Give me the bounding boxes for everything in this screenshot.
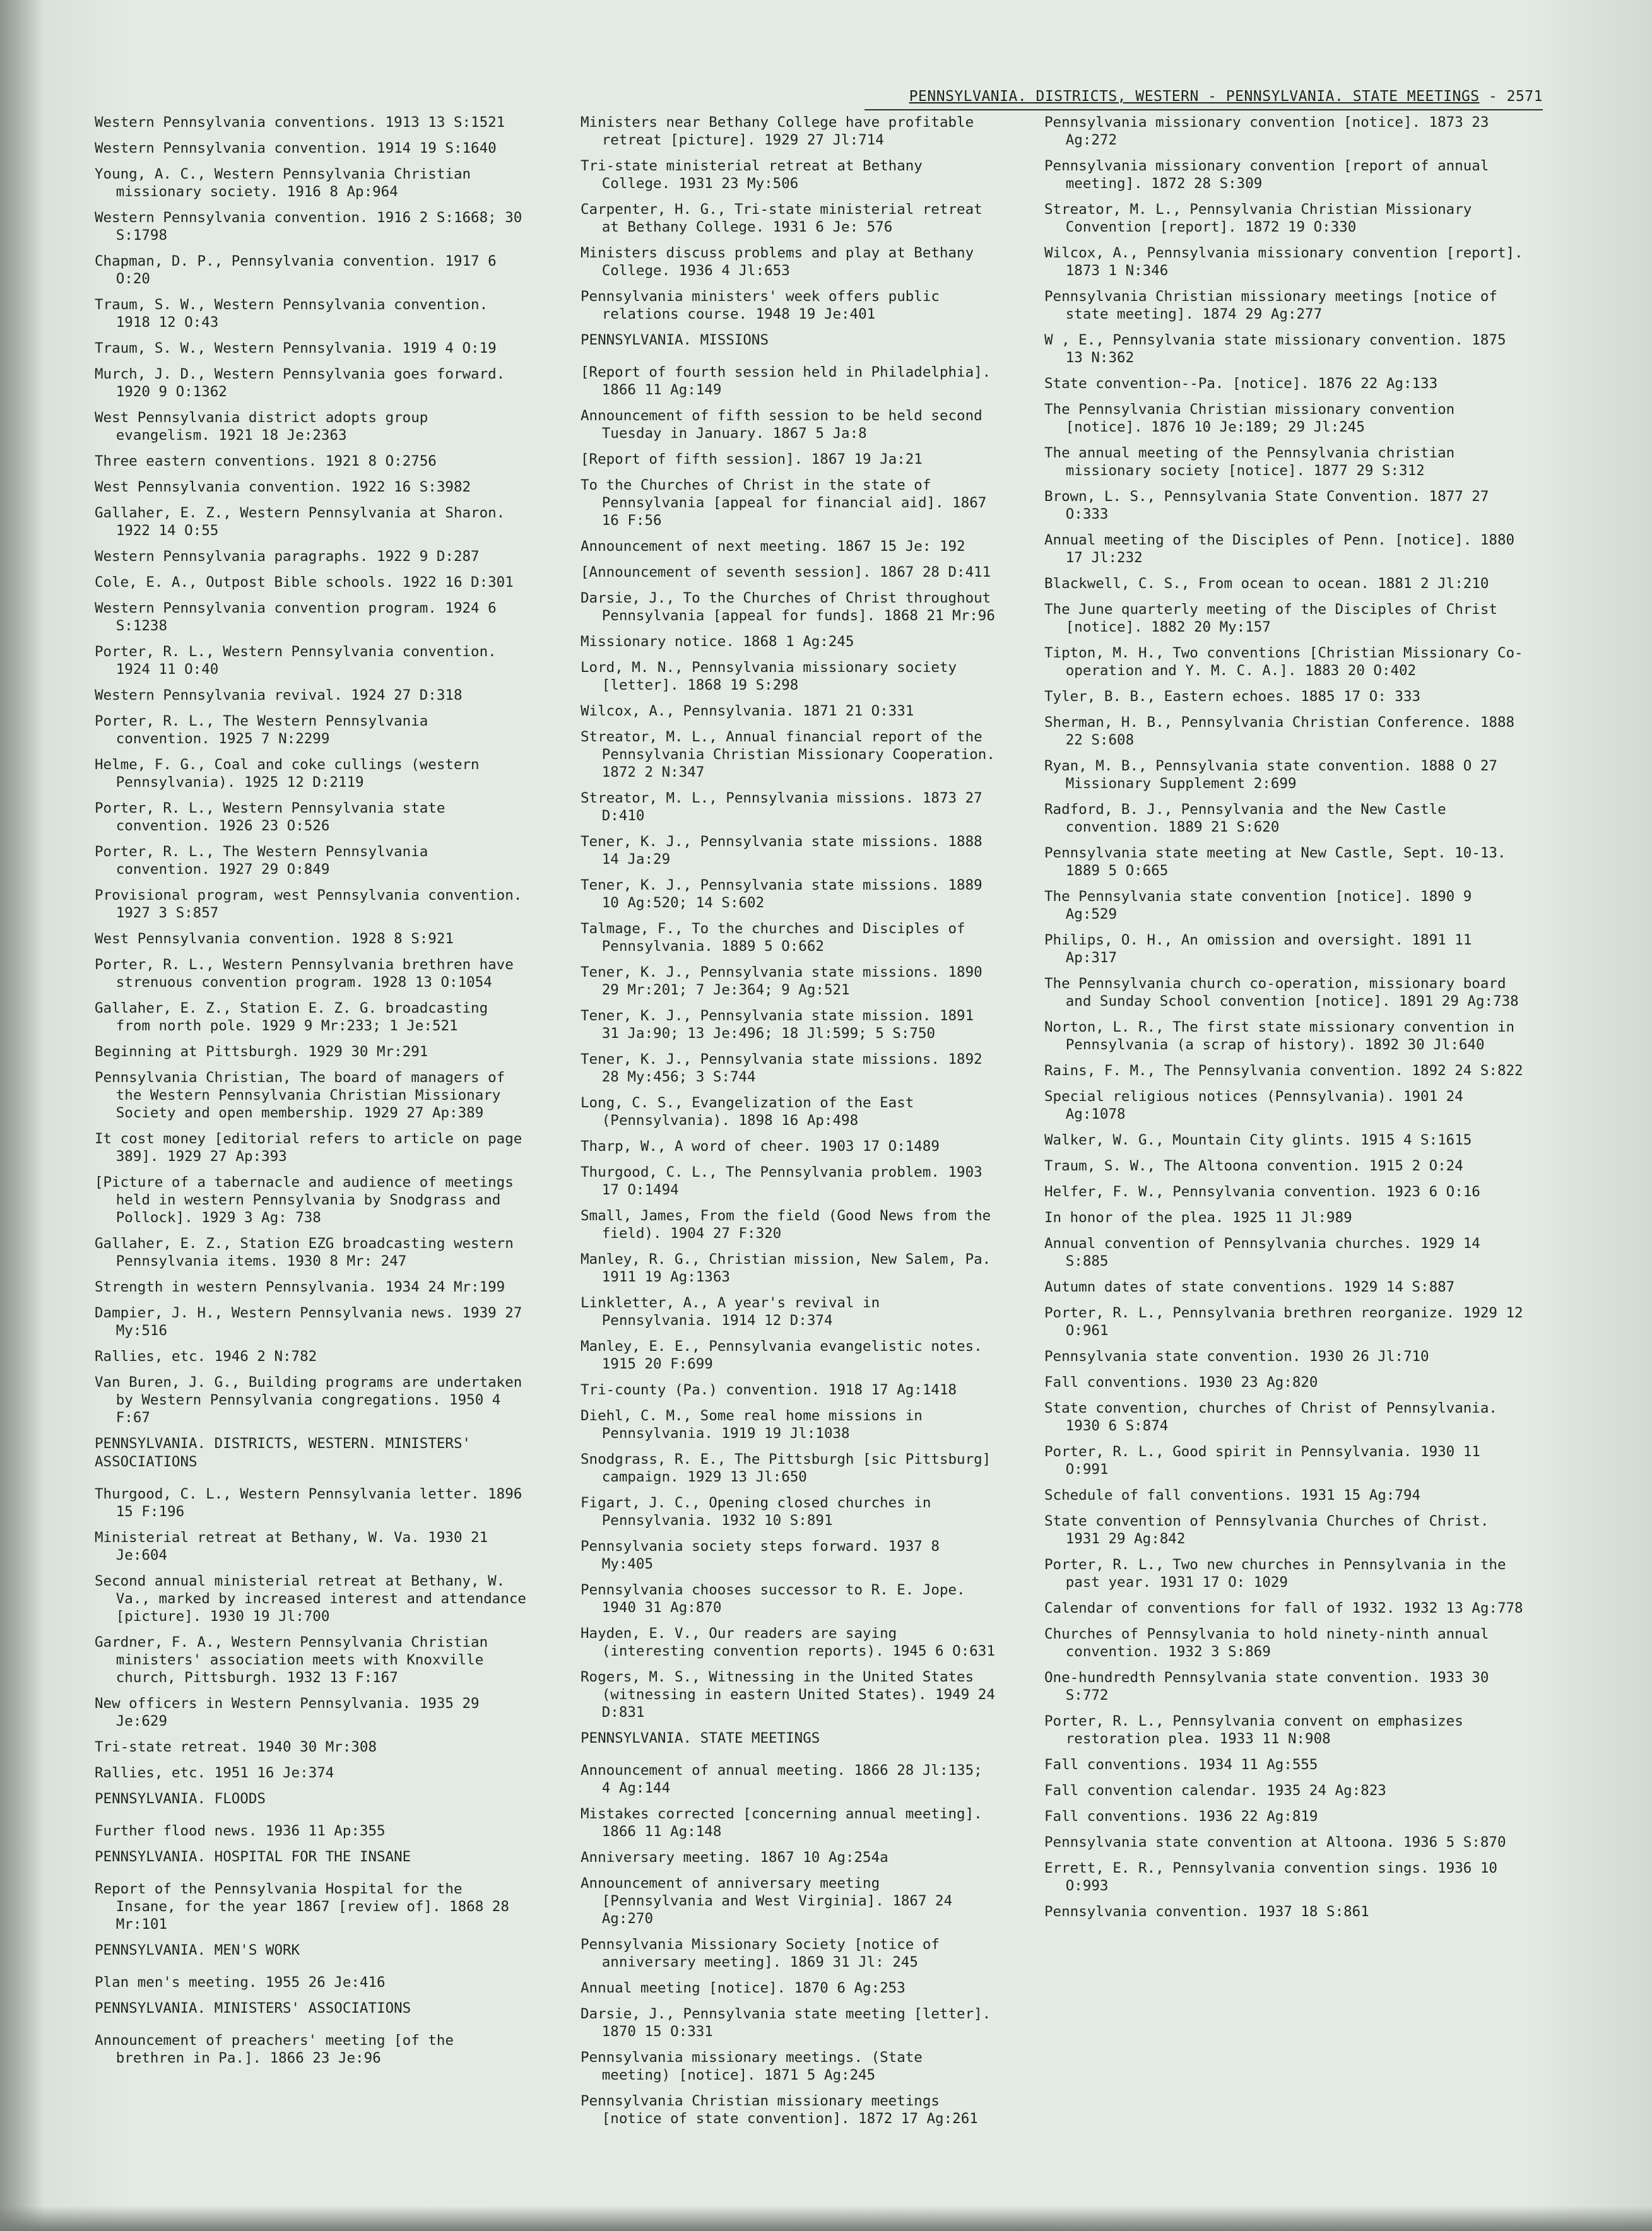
- index-entry: The Pennsylvania state convention [notice]. 1890 9 Ag:529: [1044, 888, 1472, 922]
- index-entry: Tri-state retreat. 1940 30 Mr:308: [95, 1739, 377, 1755]
- index-entry: Three eastern conventions. 1921 8 O:2756: [95, 453, 437, 469]
- index-entry: Tharp, W., A word of cheer. 1903 17 O:1489: [581, 1138, 940, 1155]
- index-entry: Porter, R. L., The Western Pennsylvania convention. 1927 29 O:849: [95, 844, 428, 878]
- subject-heading: PENNSYLVANIA. MISSIONS: [581, 332, 769, 348]
- index-entry: Special religious notices (Pennsylvania). 1901 24 Ag:1078: [1044, 1088, 1463, 1122]
- index-entry: State convention--Pa. [notice]. 1876 22 Ag:133: [1044, 375, 1438, 392]
- index-entry: Tener, K. J., Pennsylvania state missions. 1892 28 My:456; 3 S:744: [581, 1051, 982, 1085]
- index-entry: Announcement of preachers' meeting [of the brethren in Pa.]. 1866 23 Je:96: [95, 2032, 454, 2066]
- index-entry: Gardner, F. A., Western Pennsylvania Christian ministers' association meets with Knoxville church, Pittsburgh. 1932 13 F:167: [95, 1634, 488, 1686]
- index-entry: Western Pennsylvania paragraphs. 1922 9 D:287: [95, 548, 480, 565]
- index-entry: Annual meeting [notice]. 1870 6 Ag:253: [581, 1980, 906, 1996]
- index-entry: Helfer, F. W., Pennsylvania convention. 1923 6 O:16: [1044, 1184, 1480, 1200]
- index-entry: Wilcox, A., Pennsylvania missionary convention [report]. 1873 1 N:346: [1044, 245, 1523, 279]
- index-entry: Young, A. C., Western Pennsylvania Christian missionary society. 1916 8 Ap:964: [95, 166, 471, 200]
- column-middle: [581, 114, 1003, 2136]
- header-rule: [864, 109, 1543, 110]
- index-entry: Fall conventions. 1936 22 Ag:819: [1044, 1808, 1318, 1825]
- index-entry: Walker, W. G., Mountain City glints. 1915 4 S:1615: [1044, 1132, 1472, 1148]
- subject-heading: PENNSYLVANIA. MEN'S WORK: [95, 1942, 300, 1958]
- index-entry: Ryan, M. B., Pennsylvania state convention. 1888 O 27 Missionary Supplement 2:699: [1044, 758, 1497, 792]
- index-entry: [Picture of a tabernacle and audience of meetings held in western Pennsylvania by Snodgrass and Pollock]. 1929 3 Ag: 738: [95, 1174, 514, 1226]
- index-entry: Porter, R. L., Western Pennsylvania state convention. 1926 23 O:526: [95, 800, 445, 834]
- index-entry: Pennsylvania missionary meetings. (State meeting) [notice]. 1871 5 Ag:245: [581, 2049, 923, 2083]
- index-entry: Carpenter, H. G., Tri-state ministerial retreat at Bethany College. 1931 6 Je: 576: [581, 201, 982, 235]
- index-entry: Streator, M. L., Pennsylvania Christian Missionary Convention [report]. 1872 19 O:330: [1044, 201, 1472, 235]
- index-entry: The June quarterly meeting of the Disciples of Christ [notice]. 1882 20 My:157: [1044, 601, 1497, 635]
- column-right: [1044, 114, 1530, 1929]
- index-entry: Fall conventions. 1934 11 Ag:555: [1044, 1757, 1318, 1773]
- index-entry: Western Pennsylvania revival. 1924 27 D:318: [95, 687, 463, 703]
- index-entry: Traum, S. W., The Altoona convention. 1915 2 O:24: [1044, 1158, 1463, 1174]
- page-number: 2571: [1506, 88, 1543, 105]
- subject-heading: PENNSYLVANIA. STATE MEETINGS: [581, 1730, 820, 1746]
- index-block: [95, 1435, 536, 1782]
- index-entry: Wilcox, A., Pennsylvania. 1871 21 O:331: [581, 703, 914, 719]
- index-entry: Announcement of fifth session to be held second Tuesday in January. 1867 5 Ja:8: [581, 408, 982, 442]
- index-entry: Tri-state ministerial retreat at Bethany College. 1931 23 My:506: [581, 158, 923, 192]
- index-entry: Pennsylvania state meeting at New Castle, Sept. 10-13. 1889 5 O:665: [1044, 845, 1506, 879]
- index-entry: Annual convention of Pennsylvania churches. 1929 14 S:885: [1044, 1235, 1480, 1269]
- index-entry: Linkletter, A., A year's revival in Pennsylvania. 1914 12 D:374: [581, 1295, 880, 1329]
- index-entry: Streator, M. L., Annual financial report of the Pennsylvania Christian Missionary Cooperation. 1872 2 N:347: [581, 729, 995, 780]
- index-entry: Fall conventions. 1930 23 Ag:820: [1044, 1374, 1318, 1391]
- index-entry: Blackwell, C. S., From ocean to ocean. 1881 2 Jl:210: [1044, 575, 1489, 592]
- index-entry: Rallies, etc. 1951 16 Je:374: [95, 1765, 334, 1781]
- index-entry: Second annual ministerial retreat at Bethany, W. Va., marked by increased interest and attendance [picture]. 1930 19 Jl:700: [95, 1573, 526, 1625]
- index-entry: W , E., Pennsylvania state missionary convention. 1875 13 N:362: [1044, 332, 1506, 366]
- index-entry: Brown, L. S., Pennsylvania State Convention. 1877 27 O:333: [1044, 488, 1489, 522]
- index-entry: Porter, R. L., Two new churches in Pennsylvania in the past year. 1931 17 O: 1029: [1044, 1557, 1506, 1591]
- index-entry: Western Pennsylvania convention program. 1924 6 S:1238: [95, 600, 497, 634]
- index-entry: Autumn dates of state conventions. 1929 14 S:887: [1044, 1279, 1455, 1295]
- index-entry: Pennsylvania chooses successor to R. E. Jope. 1940 31 Ag:870: [581, 1582, 965, 1616]
- index-entry: Pennsylvania Christian missionary meetings [notice of state meeting]. 1874 29 Ag:277: [1044, 288, 1497, 322]
- index-entry: Thurgood, C. L., Western Pennsylvania letter. 1896 15 F:196: [95, 1486, 522, 1520]
- index-entry: Tener, K. J., Pennsylvania state missions. 1888 14 Ja:29: [581, 833, 982, 868]
- index-entry: Beginning at Pittsburgh. 1929 30 Mr:291: [95, 1044, 428, 1060]
- index-block: [95, 1941, 536, 1991]
- index-entry: New officers in Western Pennsylvania. 1935 29 Je:629: [95, 1695, 480, 1729]
- index-entry: Small, James, From the field (Good News from the field). 1904 27 F:320: [581, 1208, 991, 1242]
- index-entry: Mistakes corrected [concerning annual meeting]. 1866 11 Ag:148: [581, 1806, 982, 1840]
- index-entry: Long, C. S., Evangelization of the East (Pennsylvania). 1898 16 Ap:498: [581, 1095, 914, 1129]
- index-entry: In honor of the plea. 1925 11 Jl:989: [1044, 1210, 1352, 1226]
- index-entry: Tyler, B. B., Eastern echoes. 1885 17 O: 333: [1044, 688, 1421, 705]
- index-entry: Lord, M. N., Pennsylvania missionary society [letter]. 1868 19 S:298: [581, 659, 957, 693]
- index-entry: Rallies, etc. 1946 2 N:782: [95, 1348, 317, 1365]
- subject-heading: PENNSYLVANIA. HOSPITAL FOR THE INSANE: [95, 1849, 411, 1865]
- index-entry: Missionary notice. 1868 1 Ag:245: [581, 633, 854, 650]
- index-entry: Strength in western Pennsylvania. 1934 24 Mr:199: [95, 1279, 505, 1295]
- index-entry: [Report of fifth session]. 1867 19 Ja:21: [581, 451, 923, 468]
- index-entry: Chapman, D. P., Pennsylvania convention. 1917 6 O:20: [95, 253, 497, 287]
- index-entry: Tener, K. J., Pennsylvania state missions. 1890 29 Mr:201; 7 Je:364; 9 Ag:521: [581, 964, 982, 998]
- index-entry: The Pennsylvania Christian missionary convention [notice]. 1876 10 Je:189; 29 Jl:245: [1044, 401, 1455, 435]
- index-entry: Pennsylvania missionary convention [report of annual meeting]. 1872 28 S:309: [1044, 158, 1489, 192]
- index-entry: Figart, J. C., Opening closed churches in Pennsylvania. 1932 10 S:891: [581, 1495, 931, 1529]
- index-entry: Philips, O. H., An omission and oversight. 1891 11 Ap:317: [1044, 932, 1472, 966]
- index-block: [95, 1848, 536, 1933]
- index-entry: Report of the Pennsylvania Hospital for the Insane, for the year 1867 [review of]. 1868 28 Mr:101: [95, 1881, 509, 1933]
- index-entry: Van Buren, J. G., Building programs are undertaken by Western Pennsylvania congregations. 1950 4 F:67: [95, 1374, 522, 1426]
- index-entry: Helme, F. G., Coal and coke cullings (western Pennsylvania). 1925 12 D:2119: [95, 756, 480, 791]
- index-entry: Ministers discuss problems and play at Bethany College. 1936 4 Jl:653: [581, 245, 974, 279]
- index-entry: Announcement of annual meeting. 1866 28 Jl:135; 4 Ag:144: [581, 1762, 982, 1796]
- index-entry: State convention of Pennsylvania Churches of Christ. 1931 29 Ag:842: [1044, 1513, 1489, 1547]
- index-entry: Porter, R. L., Pennsylvania brethren reorganize. 1929 12 O:961: [1044, 1305, 1523, 1339]
- index-entry: Pennsylvania convention. 1937 18 S:861: [1044, 1904, 1369, 1920]
- subject-heading: PENNSYLVANIA. MINISTERS' ASSOCIATIONS: [95, 2000, 411, 2016]
- index-entry: West Pennsylvania convention. 1928 8 S:921: [95, 931, 454, 947]
- index-entry: Norton, L. R., The first state missionary convention in Pennsylvania (a scrap of history). 1892 30 Jl:640: [1044, 1019, 1515, 1053]
- index-entry: Cole, E. A., Outpost Bible schools. 1922 16 D:301: [95, 574, 514, 591]
- index-entry: Pennsylvania Christian missionary meetings [notice of state convention]. 1872 17 Ag:261: [581, 2093, 978, 2127]
- index-entry: [Report of fourth session held in Philadelphia]. 1866 11 Ag:149: [581, 364, 991, 398]
- index-entry: The Pennsylvania church co-operation, missionary board and Sunday School convention [notice]. 1891 29 Ag:738: [1044, 975, 1519, 1010]
- index-entry: Darsie, J., Pennsylvania state meeting [letter]. 1870 15 O:331: [581, 2006, 991, 2040]
- index-entry: Pennsylvania missionary convention [notice]. 1873 23 Ag:272: [1044, 114, 1489, 148]
- index-entry: [Announcement of seventh session]. 1867 28 D:411: [581, 564, 991, 580]
- index-entry: Traum, S. W., Western Pennsylvania convention. 1918 12 O:43: [95, 297, 488, 331]
- bottom-edge-shadow: [0, 2206, 1652, 2231]
- index-entry: Calendar of conventions for fall of 1932. 1932 13 Ag:778: [1044, 1600, 1523, 1616]
- index-entry: Sherman, H. B., Pennsylvania Christian Conference. 1888 22 S:608: [1044, 714, 1515, 748]
- index-entry: Ministers near Bethany College have profitable retreat [picture]. 1929 27 Jl:714: [581, 114, 974, 148]
- index-entry: Fall convention calendar. 1935 24 Ag:823: [1044, 1782, 1386, 1799]
- index-entry: State convention, churches of Christ of Pennsylvania. 1930 6 S:874: [1044, 1400, 1497, 1434]
- index-entry: The annual meeting of the Pennsylvania christian missionary society [notice]. 1877 29 S:312: [1044, 445, 1455, 479]
- index-entry: Porter, R. L., Western Pennsylvania brethren have strenuous convention program. 1928 13 O:1054: [95, 957, 514, 991]
- index-entry: Porter, R. L., Good spirit in Pennsylvania. 1930 11 O:991: [1044, 1444, 1480, 1478]
- column-left: [95, 114, 536, 2075]
- index-entry: Hayden, E. V., Our readers are saying (interesting convention reports). 1945 6 O:631: [581, 1625, 995, 1659]
- index-entry: Provisional program, west Pennsylvania convention. 1927 3 S:857: [95, 887, 522, 921]
- index-block: [581, 331, 1003, 1721]
- index-entry: Pennsylvania state convention. 1930 26 Jl:710: [1044, 1348, 1429, 1365]
- index-entry: Western Pennsylvania conventions. 1913 13 S:1521: [95, 114, 505, 131]
- index-entry: Pennsylvania society steps forward. 1937 8 My:405: [581, 1538, 940, 1572]
- index-entry: Tipton, M. H., Two conventions [Christian Missionary Co-operation and Y. M. C. A.]. 1883 20 O:402: [1044, 645, 1523, 679]
- index-entry: Tener, K. J., Pennsylvania state mission. 1891 31 Ja:90; 13 Je:496; 18 Jl:599; 5 S:750: [581, 1008, 974, 1042]
- index-block: [1044, 114, 1530, 1921]
- index-entry: Schedule of fall conventions. 1931 15 Ag:794: [1044, 1487, 1421, 1504]
- index-entry: Gallaher, E. Z., Western Pennsylvania at Sharon. 1922 14 O:55: [95, 505, 505, 539]
- index-entry: Porter, R. L., Pennsylvania convent on emphasizes restoration plea. 1933 11 N:908: [1044, 1713, 1463, 1747]
- index-block: [95, 1790, 536, 1840]
- index-entry: Western Pennsylvania convention. 1916 2 S:1668; 30 S:1798: [95, 209, 522, 244]
- index-entry: Porter, R. L., The Western Pennsylvania convention. 1925 7 N:2299: [95, 713, 428, 747]
- index-entry: Dampier, J. H., Western Pennsylvania news. 1939 27 My:516: [95, 1305, 522, 1339]
- index-entry: Rogers, M. S., Witnessing in the United States (witnessing in eastern United States). 1949 24 D:831: [581, 1669, 995, 1721]
- index-entry: West Pennsylvania district adopts group evangelism. 1921 18 Je:2363: [95, 409, 428, 444]
- index-entry: Churches of Pennsylvania to hold ninety-ninth annual convention. 1932 3 S:869: [1044, 1626, 1489, 1660]
- index-block: [581, 1729, 1003, 2128]
- index-entry: Darsie, J., To the Churches of Christ throughout Pennsylvania [appeal for funds]. 1868 21 Mr:96: [581, 590, 995, 624]
- index-entry: Rains, F. M., The Pennsylvania convention. 1892 24 S:822: [1044, 1063, 1523, 1079]
- index-entry: Murch, J. D., Western Pennsylvania goes forward. 1920 9 O:1362: [95, 366, 505, 400]
- index-entry: Western Pennsylvania convention. 1914 19 S:1640: [95, 140, 497, 156]
- index-entry: Manley, R. G., Christian mission, New Salem, Pa. 1911 19 Ag:1363: [581, 1251, 991, 1285]
- index-entry: Ministerial retreat at Bethany, W. Va. 1930 21 Je:604: [95, 1529, 488, 1563]
- subject-heading: PENNSYLVANIA. FLOODS: [95, 1791, 266, 1807]
- index-entry: Announcement of next meeting. 1867 15 Je: 192: [581, 538, 965, 555]
- index-entry: One-hundredth Pennsylvania state convention. 1933 30 S:772: [1044, 1669, 1489, 1704]
- index-entry: Pennsylvania Missionary Society [notice of anniversary meeting]. 1869 31 Jl: 245: [581, 1936, 940, 1970]
- index-block: [95, 114, 536, 1427]
- index-entry: Manley, E. E., Pennsylvania evangelistic notes. 1915 20 F:699: [581, 1338, 982, 1372]
- subject-heading: PENNSYLVANIA. DISTRICTS, WESTERN. MINISTERS' ASSOCIATIONS: [95, 1435, 471, 1470]
- index-entry: Traum, S. W., Western Pennsylvania. 1919 4 O:19: [95, 340, 497, 356]
- index-entry: Pennsylvania Christian, The board of managers of the Western Pennsylvania Christian Missionary Society and open membership. 1929 27 Ap:389: [95, 1069, 505, 1121]
- index-entry: Gallaher, E. Z., Station E. Z. G. broadcasting from north pole. 1929 9 Mr:233; 1 Je:521: [95, 1000, 488, 1034]
- index-entry: West Pennsylvania convention. 1922 16 S:3982: [95, 479, 471, 495]
- index-entry: Announcement of anniversary meeting [Pennsylvania and West Virginia]. 1867 24 Ag:270: [581, 1875, 953, 1927]
- index-entry: Errett, E. R., Pennsylvania convention sings. 1936 10 O:993: [1044, 1860, 1497, 1894]
- index-entry: Tener, K. J., Pennsylvania state missions. 1889 10 Ag:520; 14 S:602: [581, 877, 982, 911]
- index-entry: Talmage, F., To the churches and Disciples of Pennsylvania. 1889 5 O:662: [581, 921, 965, 955]
- index-entry: Tri-county (Pa.) convention. 1918 17 Ag:1418: [581, 1382, 957, 1398]
- index-entry: It cost money [editorial refers to article on page 389]. 1929 27 Ap:393: [95, 1131, 522, 1165]
- index-block: [581, 114, 1003, 323]
- index-entry: Further flood news. 1936 11 Ap:355: [95, 1823, 386, 1839]
- index-entry: Snodgrass, R. E., The Pittsburgh [sic Pittsburg] campaign. 1929 13 Jl:650: [581, 1451, 991, 1485]
- running-head-separator: -: [1479, 88, 1507, 105]
- index-entry: Porter, R. L., Western Pennsylvania convention. 1924 11 O:40: [95, 644, 497, 678]
- index-entry: To the Churches of Christ in the state of Pennsylvania [appeal for financial aid]. 1867 16 F:56: [581, 477, 987, 529]
- running-head: [858, 88, 1543, 111]
- index-entry: Annual meeting of the Disciples of Penn. [notice]. 1880 17 Jl:232: [1044, 532, 1515, 566]
- binding-shadow: [0, 0, 44, 2231]
- index-entry: Radford, B. J., Pennsylvania and the New Castle convention. 1889 21 S:620: [1044, 801, 1446, 835]
- index-entry: Plan men's meeting. 1955 26 Je:416: [95, 1974, 386, 1991]
- index-entry: Thurgood, C. L., The Pennsylvania problem. 1903 17 O:1494: [581, 1164, 982, 1198]
- index-entry: Gallaher, E. Z., Station EZG broadcasting western Pennsylvania items. 1930 8 Mr: 247: [95, 1235, 514, 1269]
- running-head-title: PENNSYLVANIA. DISTRICTS, WESTERN - PENNSYLVANIA. STATE MEETINGS: [909, 88, 1480, 105]
- index-entry: Pennsylvania state convention at Altoona. 1936 5 S:870: [1044, 1834, 1506, 1851]
- index-entry: Anniversary meeting. 1867 10 Ag:254a: [581, 1849, 888, 1866]
- index-entry: Streator, M. L., Pennsylvania missions. 1873 27 D:410: [581, 790, 982, 824]
- index-entry: Pennsylvania ministers' week offers public relations course. 1948 19 Je:401: [581, 288, 940, 322]
- index-block: [95, 1999, 536, 2067]
- index-entry: Diehl, C. M., Some real home missions in Pennsylvania. 1919 19 Jl:1038: [581, 1408, 923, 1442]
